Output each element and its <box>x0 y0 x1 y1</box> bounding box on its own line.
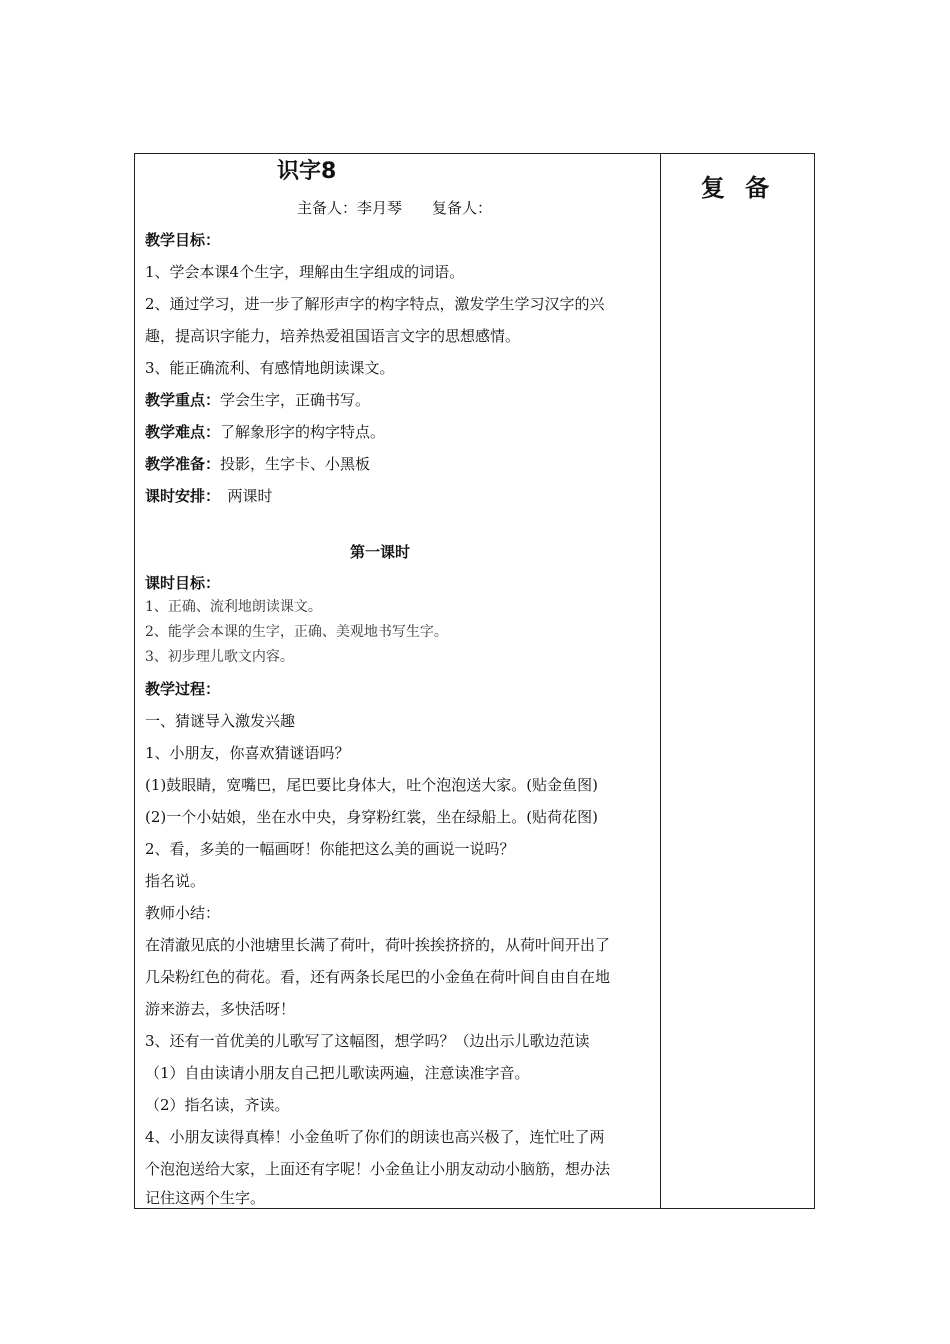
preparation-value: 投影，生字卡、小黑板 <box>220 455 371 473</box>
process-paragraph: （2）指名读，齐读。 <box>145 1096 290 1114</box>
process-paragraph: 4、小朋友读得真棒！小金鱼听了你们的朗读也高兴极了，连忙吐了两 <box>145 1128 605 1146</box>
objective-3: 3、能正确流利、有感情地朗读课文。 <box>145 359 395 377</box>
schedule-row <box>145 486 273 506</box>
process-paragraph: （1）自由读请小朋友自己把儿歌读两遍，注意读准字音。 <box>145 1064 530 1082</box>
preparation-label: 教学准备： <box>145 455 221 473</box>
lesson-goals-heading: 课时目标： <box>145 574 221 592</box>
process-paragraph: 指名说。 <box>145 872 206 890</box>
lesson-heading: 第一课时 <box>349 543 410 561</box>
process-paragraph: (1)鼓眼睛，宽嘴巴，尾巴要比身体大，吐个泡泡送大家。(贴金鱼图) <box>145 776 598 794</box>
key-points-row <box>145 390 370 410</box>
document-title: 识字8 <box>277 159 337 184</box>
process-heading: 教学过程： <box>145 680 221 698</box>
lesson-plan-table <box>134 153 815 1209</box>
objective-1: 1、学会本课4个生字，理解由生字组成的词语。 <box>145 263 465 281</box>
process-paragraph: 在清澈见底的小池塘里长满了荷叶，荷叶挨挨挤挤的，从荷叶间开出了 <box>145 936 611 954</box>
process-step-1: 一、猜谜导入激发兴趣 <box>145 712 296 730</box>
review-column-title: 复 备 <box>700 174 776 202</box>
objective-2-line-1: 2、通过学习，进一步了解形声字的构字特点，激发学生学习汉字的兴 <box>145 295 605 313</box>
process-paragraph: 记住这两个生字。 <box>145 1189 266 1207</box>
lesson-goal-1: 1、正确、流利地朗读课文。 <box>145 599 322 615</box>
preparation-row <box>145 454 370 474</box>
objectives-heading: 教学目标： <box>145 231 221 249</box>
difficulty-row <box>145 422 385 442</box>
difficulty-label: 教学难点： <box>145 423 221 441</box>
schedule-label: 课时安排： <box>145 487 213 505</box>
process-paragraph: 1、小朋友，你喜欢猜谜语吗？ <box>145 744 350 762</box>
process-paragraph: (2)一个小姑娘，坐在水中央，身穿粉红裳，坐在绿船上。(贴荷花图) <box>145 808 598 826</box>
column-divider <box>660 154 661 1208</box>
process-paragraph: 几朵粉红色的荷花。看，还有两条长尾巴的小金鱼在荷叶间自由自在地 <box>145 968 611 986</box>
process-paragraph: 教师小结： <box>145 904 221 922</box>
authors-line: 主备人：李月琴 复备人： <box>297 199 493 217</box>
process-paragraph: 游来游去，多快活呀！ <box>145 1000 296 1018</box>
key-points-value: 学会生字，正确书写。 <box>220 391 371 409</box>
lesson-goal-2: 2、能学会本课的生字，正确、美观地书写生字。 <box>145 624 448 640</box>
process-paragraph: 2、看，多美的一幅画呀！你能把这么美的画说一说吗？ <box>145 840 515 858</box>
key-points-label: 教学重点： <box>145 391 221 409</box>
lesson-goal-3: 3、初步理儿歌文内容。 <box>145 649 294 665</box>
process-paragraph: 3、还有一首优美的儿歌写了这幅图，想学吗？（边出示儿歌边范读 <box>145 1032 590 1050</box>
difficulty-value: 了解象形字的构字特点。 <box>220 423 386 441</box>
objective-2-line-2: 趣，提高识字能力，培养热爱祖国语言文字的思想感情。 <box>145 327 521 345</box>
schedule-value: 两课时 <box>212 487 273 505</box>
process-paragraph: 个泡泡送给大家，上面还有字呢！小金鱼让小朋友动动小脑筋，想办法 <box>145 1160 611 1178</box>
